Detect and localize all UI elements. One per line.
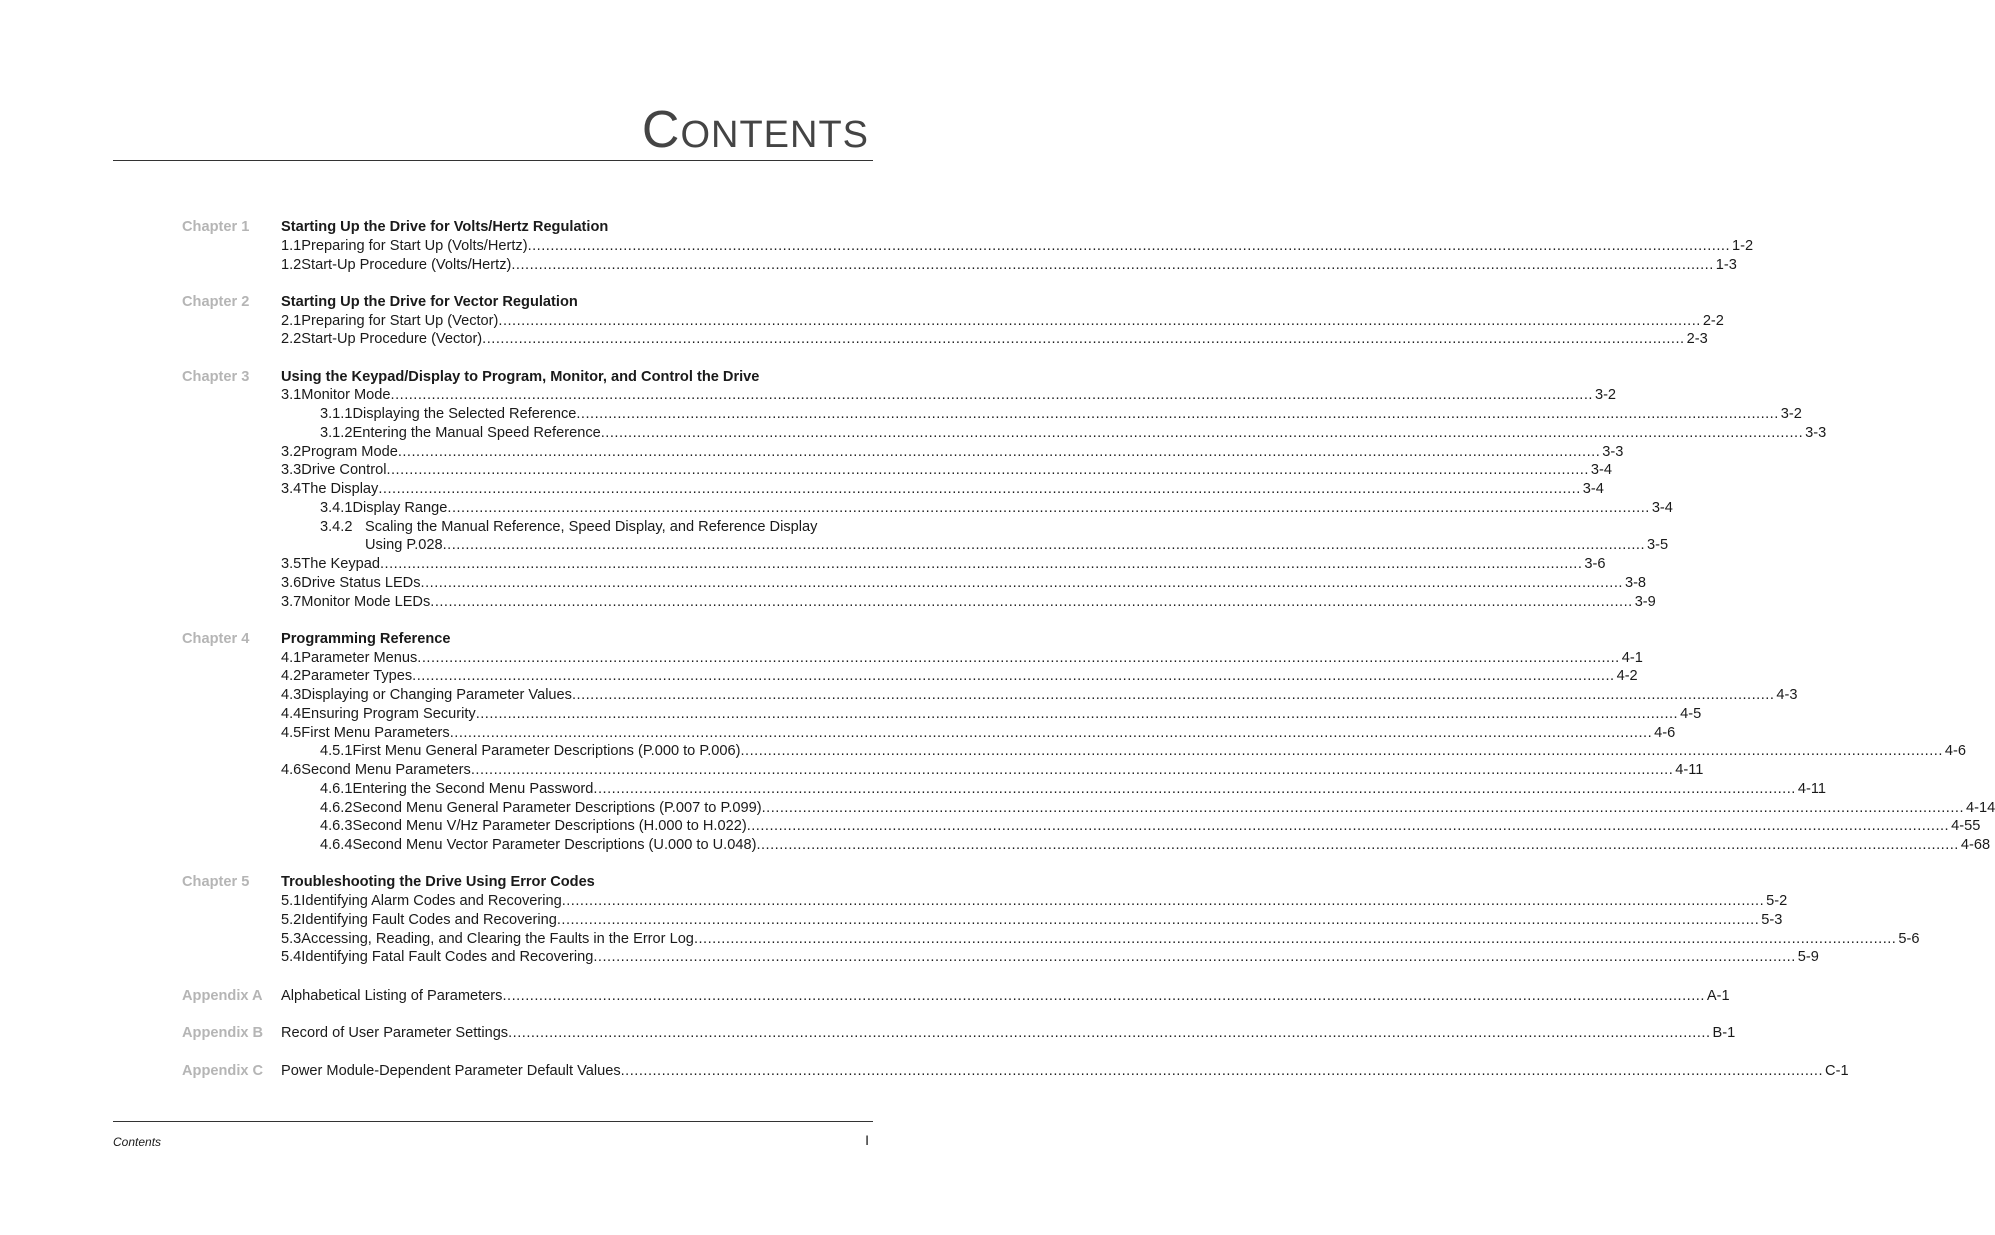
toc-page-number: 4-5 — [1680, 705, 1702, 722]
toc-page-number: 4-55 — [1951, 818, 1981, 835]
dot-leader — [498, 312, 1700, 331]
toc-entry-number: 2.1 — [281, 312, 302, 329]
dot-leader — [572, 686, 1774, 705]
toc-entry[interactable] — [281, 555, 1606, 574]
toc-entry-title: Monitor Mode LEDs — [301, 593, 431, 610]
chapter-title[interactable]: Programming Reference — [281, 630, 451, 647]
toc-page-number: 1-3 — [1715, 256, 1737, 273]
chapter-title[interactable]: Starting Up the Drive for Vector Regulation — [281, 293, 578, 310]
dot-leader — [508, 1024, 1710, 1043]
toc-entry-title: Drive Control — [301, 462, 387, 479]
toc-entry-number: 3.3 — [281, 462, 302, 479]
toc-entry-number: 4.6.2 — [320, 799, 353, 816]
chapter-label: Chapter 5 — [182, 874, 250, 891]
dot-leader — [471, 761, 1673, 780]
toc-entry[interactable] — [320, 499, 1673, 518]
dot-leader — [502, 987, 1704, 1006]
toc-entry[interactable] — [281, 574, 1647, 593]
toc-entry-title: Identifying Fault Codes and Recovering — [301, 911, 557, 928]
toc-page-number: 5-2 — [1766, 893, 1788, 909]
toc-entry-number: 2.2 — [281, 331, 302, 348]
toc-entry-number: 3.5 — [281, 556, 302, 572]
chapter-title[interactable]: Starting Up the Drive for Volts/Hertz Regulation — [281, 219, 609, 235]
dot-leader — [391, 386, 1593, 405]
toc-entry-number: 3.1 — [281, 387, 302, 404]
toc-entry[interactable] — [281, 705, 1702, 724]
appendix-title: Power Module-Dependent Parameter Default Values — [281, 1062, 621, 1079]
toc-entry-number: 5.2 — [281, 911, 302, 928]
toc-entry-number: 4.2 — [281, 668, 302, 685]
toc-entry[interactable] — [281, 443, 1624, 462]
toc-page-number: 2-3 — [1686, 331, 1708, 348]
toc-entry-number: 4.6.1 — [320, 780, 353, 797]
dot-leader — [476, 705, 1678, 724]
appendix-entry[interactable] — [281, 1062, 1849, 1081]
toc-page-number: 3-4 — [1651, 499, 1673, 516]
footer-rule — [113, 1121, 873, 1122]
toc-entry[interactable] — [281, 911, 1783, 930]
appendix-page-number: A-1 — [1706, 987, 1730, 1004]
appendix-label: Appendix C — [182, 1062, 264, 1079]
toc-page-number: 1-2 — [1732, 237, 1754, 254]
dot-leader — [430, 593, 1632, 612]
toc-entry[interactable] — [320, 742, 1966, 761]
title-initial: C — [641, 101, 681, 159]
toc-entry[interactable] — [281, 667, 1638, 686]
toc-entry-number: 1.2 — [281, 256, 302, 273]
toc-entry[interactable] — [281, 686, 1798, 705]
toc-page-number: 3-3 — [1805, 424, 1827, 441]
toc-entry[interactable] — [281, 386, 1617, 405]
toc-entry-title: Second Menu General Parameter Descriptions (P.007 to P.099) — [352, 799, 762, 816]
dot-leader — [747, 817, 1949, 836]
toc-entry-title: Second Menu V/Hz Parameter Descriptions (H.000 to H.022) — [352, 818, 747, 835]
toc-entry[interactable] — [281, 237, 1754, 256]
toc-entry[interactable] — [365, 536, 1669, 555]
toc-page-number: 4-1 — [1621, 649, 1643, 666]
dot-leader — [447, 499, 1649, 518]
appendix-label: Appendix B — [182, 1025, 264, 1041]
toc-entry[interactable] — [320, 518, 869, 537]
toc-entry[interactable] — [281, 330, 1708, 349]
chapter-label: Chapter 1 — [182, 219, 250, 235]
toc-page-number: 4-68 — [1960, 837, 1991, 853]
toc-page-number: 3-9 — [1634, 593, 1656, 610]
header-rule — [113, 160, 873, 161]
toc-page-number: 3-4 — [1582, 481, 1604, 497]
toc-entry-title: Drive Status LEDs — [301, 574, 421, 591]
toc-entry-title: Parameter Types — [301, 668, 413, 685]
toc-entry-title: Second Menu Vector Parameter Descriptions (U.000 to U.048) — [352, 837, 757, 853]
toc-entry-title: Displaying the Selected Reference — [352, 406, 577, 422]
toc-entry-number: 1.1 — [281, 237, 302, 254]
toc-page-number: 3-8 — [1624, 574, 1647, 591]
toc-page-number: 2-2 — [1702, 312, 1724, 329]
appendix-title: Alphabetical Listing of Parameters — [281, 987, 503, 1004]
toc-entry-number: 3.4.1 — [320, 499, 353, 516]
dot-leader — [421, 574, 1623, 593]
toc-entry-title: Display Range — [352, 499, 448, 516]
toc-page-number: 3-2 — [1594, 387, 1617, 404]
toc-page-number: 5-6 — [1898, 930, 1920, 947]
toc-entry-title: First Menu General Parameter Descriptions (P.000 to P.006) — [352, 743, 741, 760]
dot-leader — [482, 330, 1684, 349]
dot-leader — [756, 836, 1958, 855]
toc-page-number: 5-9 — [1797, 949, 1819, 966]
appendix-entry[interactable] — [281, 987, 1730, 1006]
toc-entry-number: 5.1 — [281, 893, 302, 909]
page-title — [641, 101, 869, 159]
toc-entry[interactable] — [281, 761, 1704, 780]
dot-leader — [621, 1062, 1823, 1081]
chapter-title[interactable]: Using the Keypad/Display to Program, Monitor, and Control the Drive — [281, 368, 760, 385]
toc-entry[interactable] — [281, 461, 1612, 480]
dot-leader — [576, 405, 1778, 424]
toc-entry-number: 3.4 — [281, 481, 302, 497]
appendix-label: Appendix A — [182, 987, 263, 1004]
toc-entry-number: 4.5 — [281, 724, 302, 741]
toc-entry-title: Entering the Second Menu Password — [352, 780, 594, 797]
toc-entry-number: 4.6 — [281, 762, 302, 778]
toc-page-number: 4-11 — [1675, 762, 1704, 778]
toc-page-number: 3-3 — [1602, 443, 1624, 460]
toc-entry-title: Identifying Fatal Fault Codes and Recovering — [301, 949, 594, 966]
toc-entry-number: 3.6 — [281, 574, 302, 591]
toc-entry-title: Accessing, Reading, and Clearing the Faults in the Error Log — [301, 930, 694, 947]
toc-page-number: 4-3 — [1776, 687, 1798, 703]
toc-entry[interactable] — [281, 649, 1643, 668]
toc-entry[interactable] — [320, 405, 1802, 424]
toc-page-number: 5-3 — [1761, 911, 1783, 928]
dot-leader — [528, 237, 1730, 256]
toc-page-number: 4-6 — [1654, 724, 1676, 741]
toc-page-number: 4-11 — [1797, 780, 1826, 797]
toc-entry-number: 3.4.2 — [320, 518, 353, 535]
appendix-page-number: B-1 — [1712, 1025, 1736, 1041]
toc-entry[interactable] — [281, 256, 1737, 275]
toc-entry-title: Entering the Manual Speed Reference — [352, 424, 601, 441]
appendix-title: Record of User Parameter Settings — [281, 1025, 509, 1041]
toc-entry-title: Identifying Alarm Codes and Recovering — [301, 893, 562, 909]
toc-entry[interactable] — [320, 836, 1991, 855]
toc-entry-number: 3.1.1 — [320, 406, 353, 422]
dot-leader — [762, 799, 1964, 818]
dot-leader — [694, 930, 1896, 949]
footer-page-number: I — [865, 1132, 869, 1148]
dot-leader — [601, 424, 1803, 443]
toc-page-number: 4-2 — [1616, 668, 1638, 685]
dot-leader — [562, 892, 1764, 911]
toc-entry-title: Displaying or Changing Parameter Values — [301, 687, 572, 703]
chapter-label: Chapter 3 — [182, 368, 250, 385]
appendix-entry[interactable] — [281, 1024, 1736, 1043]
toc-entry-title: Ensuring Program Security — [301, 705, 476, 722]
dot-leader — [557, 911, 1759, 930]
dot-leader — [412, 667, 1614, 686]
toc-entry[interactable] — [281, 480, 1604, 499]
appendix-page-number: C-1 — [1825, 1062, 1849, 1079]
toc-entry-number: 5.3 — [281, 930, 302, 947]
toc-entry-number: 3.1.2 — [320, 424, 353, 441]
toc-entry[interactable] — [281, 930, 1920, 949]
toc-page-number: 3-6 — [1584, 556, 1606, 572]
toc-entry[interactable] — [281, 593, 1656, 612]
dot-leader — [380, 555, 1582, 574]
toc-entry-title: Program Mode — [301, 443, 398, 460]
toc-entry-title: First Menu Parameters — [301, 724, 450, 741]
toc-entry-number: 4.4 — [281, 705, 302, 722]
chapter-title[interactable]: Troubleshooting the Drive Using Error Codes — [281, 874, 595, 891]
toc-entry[interactable] — [281, 724, 1676, 743]
dot-leader — [593, 780, 1795, 799]
toc-page-number: 4-6 — [1944, 743, 1966, 760]
dot-leader — [417, 649, 1619, 668]
toc-page-number: 4-14 — [1966, 799, 1995, 816]
toc-entry-title: Preparing for Start Up (Vector) — [301, 312, 499, 329]
toc-entry[interactable] — [320, 424, 1827, 443]
toc-entry-number: 4.5.1 — [320, 743, 353, 760]
toc-entry-title: The Keypad — [301, 556, 380, 572]
dot-leader — [398, 443, 1600, 462]
toc-entry-number: 4.6.4 — [320, 837, 353, 853]
dot-leader — [443, 536, 1645, 555]
toc-entry-number: 4.3 — [281, 687, 302, 703]
toc-entry-title: Start-Up Procedure (Vector) — [301, 331, 483, 348]
toc-entry-title: Second Menu Parameters — [301, 762, 471, 778]
toc-page-number: 3-5 — [1647, 537, 1669, 554]
toc-entry-number: 5.4 — [281, 949, 302, 966]
toc-entry[interactable] — [320, 817, 1981, 836]
dot-leader — [740, 742, 1942, 761]
toc-entry-number: 4.1 — [281, 649, 302, 666]
toc-entry-title: Parameter Menus — [301, 649, 418, 666]
footer-section-name: Contents — [113, 1135, 162, 1149]
toc-entry[interactable] — [320, 799, 1995, 818]
toc-entry-number: 4.6.3 — [320, 818, 353, 835]
dot-leader — [511, 256, 1713, 275]
toc-entry-number: 3.2 — [281, 443, 302, 460]
dot-leader — [450, 724, 1652, 743]
toc-entry-title: Preparing for Start Up (Volts/Hertz) — [301, 237, 528, 254]
toc-entry[interactable] — [281, 892, 1788, 911]
toc-entry-number: 3.7 — [281, 593, 302, 610]
chapter-label: Chapter 2 — [182, 293, 250, 310]
dot-leader — [386, 461, 1588, 480]
title-rest: ONTENTS — [680, 114, 869, 156]
toc-entry-title: Start-Up Procedure (Volts/Hertz) — [301, 256, 512, 273]
toc-entry-title: Scaling the Manual Reference, Speed Display, and Reference Display — [365, 518, 818, 535]
toc-entry-title: Monitor Mode — [301, 387, 391, 404]
chapter-label: Chapter 4 — [182, 630, 250, 647]
toc-entry-title: Using P.028 — [365, 537, 443, 554]
dot-leader — [593, 948, 1795, 967]
toc-entry[interactable] — [281, 948, 1819, 967]
toc-page-number: 3-2 — [1780, 406, 1802, 422]
toc-entry[interactable] — [281, 312, 1724, 331]
toc-entry[interactable] — [320, 780, 1826, 799]
dot-leader — [378, 480, 1580, 499]
toc-page-number: 3-4 — [1590, 462, 1612, 479]
toc-entry-title: The Display — [301, 481, 379, 497]
